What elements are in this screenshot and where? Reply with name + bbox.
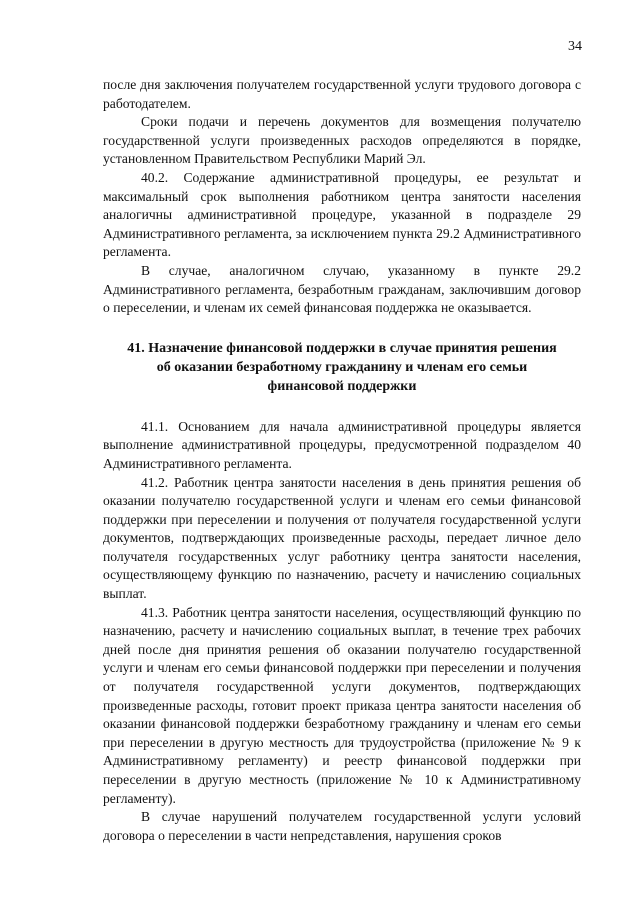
section-heading-41: 41. Назначение финансовой поддержки в случае принятия решения об оказании безработному гражданину и членам его семьи финансовой поддержки [127, 340, 557, 394]
paragraph-violations: В случае нарушений получателем государственной услуги условий договора о переселении в части непредставления, нарушения сроков [103, 809, 581, 843]
paragraph-40-2: 40.2. Содержание административной процедуры, ее результат и максимальный срок выполнения работником центра занятости населения аналогичны административной процедуре, указанной в подразделе 29 Административного регламента, за исключением пункта 29.2 Административного регламента. [103, 169, 581, 260]
paragraph-continuation: после дня заключения получателем государственной услуги трудового договора с работодателем. [103, 77, 581, 111]
paragraph-41-1: 41.1. Основанием для начала административной процедуры является выполнение административной процедуры, предусмотренной подразделом 40 Административного регламента. [103, 418, 581, 471]
paragraph-reimbursement-terms: Сроки подачи и перечень документов для возмещения получателю государственной услуги произведенных расходов определяются в порядке, установленном Правительством Республики Марий Эл. [103, 114, 581, 167]
document-body [103, 76, 581, 845]
page-number: 34 [568, 39, 582, 54]
paragraph-support-not-provided: В случае, аналогичном случаю, указанному в пункте 29.2 Административного регламента, безработным гражданам, заключившим договор о переселении, и членам их семей финансовая поддержка не оказывается. [103, 262, 581, 316]
paragraph-41-3: 41.3. Работник центра занятости населения, осуществляющий функцию по назначению, расчету и начислению социальных выплат, в течение трех рабочих дней после дня принятия решения об оказании получателю государственной услуги и членам его семьи финансовой поддержки при переселении и получения от получателя государственной услуги документов, подтверждающих произведенные расходы, готовит проект приказа центра занятости населения об оказании финансовой поддержки безработному гражданину и членам его семьи при переселении в другую местность для трудоустройства (приложение № 9 к Административному регламенту) и реестр финансовой поддержки при переселении в другую местность (приложение № 10 к Административному регламенту). [103, 604, 581, 806]
paragraph-41-2: 41.2. Работник центра занятости населения в день принятия решения об оказании получателю государственной услуги и членам его семьи финансовой поддержки при переселении и получения от получателя государственной услуги документов, подтверждающих произведенные расходы, передает личное дело получателя государственных услуг работнику центра занятости населения, осуществляющему функцию по назначению, расчету и начислению социальных выплат. [103, 474, 581, 602]
